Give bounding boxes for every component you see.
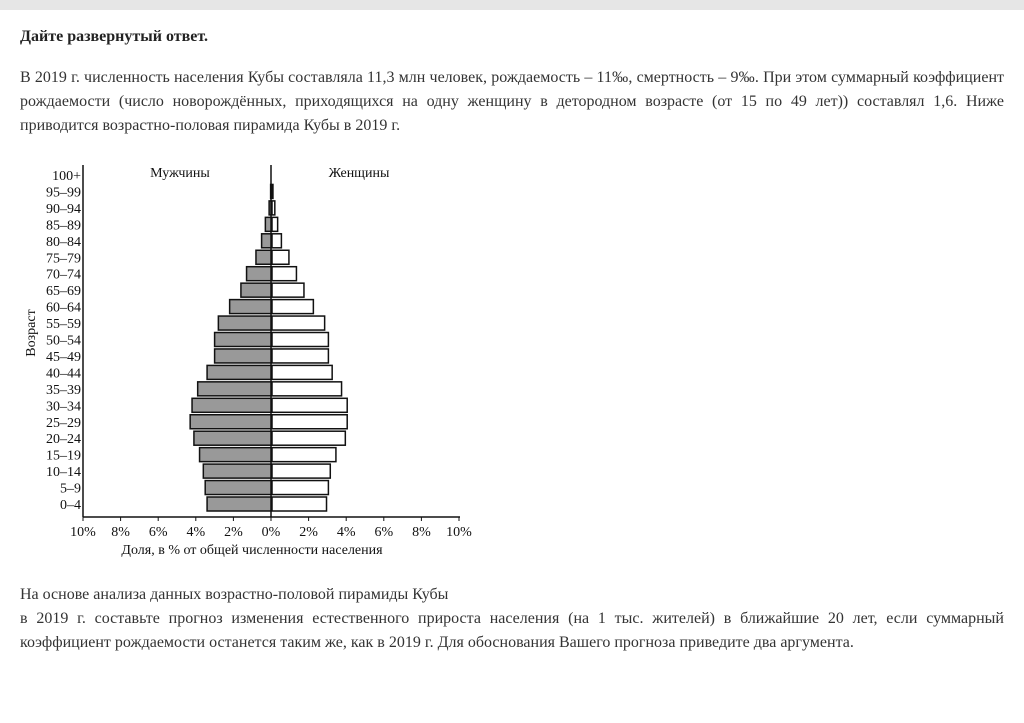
age-label: 85–89 bbox=[46, 218, 81, 234]
bar-women-70–74 bbox=[272, 267, 296, 281]
age-label: 5–9 bbox=[60, 481, 81, 497]
age-label: 0–4 bbox=[60, 498, 81, 513]
bar-women-85–89 bbox=[272, 217, 278, 231]
bar-women-80–84 bbox=[272, 234, 281, 248]
x-tick-label: 8% bbox=[412, 525, 431, 540]
bar-women-95–99 bbox=[272, 184, 273, 198]
age-label: 80–84 bbox=[46, 234, 81, 250]
intro-text: В 2019 г. численность населения Кубы составляла 11,3 млн человек, рождаемость – 11‰, смертность – 9‰. При этом суммарный коэффициент рождаемости (число новорождённых, приходящихся на одну женщину в детородном возрасте (от 15 по 49 лет)) составлял 1,6. Ниже приводится возрастно-половая пирамида Кубы в 2019 г. bbox=[20, 69, 1004, 134]
population-pyramid-chart bbox=[0, 155, 500, 565]
bar-men-35–39 bbox=[198, 382, 271, 396]
bar-men-15–19 bbox=[200, 448, 271, 462]
bar-women-55–59 bbox=[272, 316, 325, 330]
legend-men: Мужчины bbox=[150, 166, 210, 181]
age-label: 50–54 bbox=[46, 333, 81, 349]
bar-women-5–9 bbox=[272, 481, 328, 495]
bar-women-90–94 bbox=[272, 201, 275, 215]
age-label: 100+ bbox=[52, 169, 81, 184]
x-axis-label: Доля, в % от общей численности населения bbox=[121, 543, 383, 558]
bar-women-10–14 bbox=[272, 464, 330, 478]
bar-men-40–44 bbox=[207, 365, 271, 379]
age-label: 70–74 bbox=[46, 267, 81, 283]
bar-women-50–54 bbox=[272, 333, 328, 347]
x-tick-label: 8% bbox=[111, 525, 130, 540]
bar-men-80–84 bbox=[262, 234, 271, 248]
age-label: 10–14 bbox=[46, 465, 81, 481]
x-tick-label: 2% bbox=[224, 525, 243, 540]
bar-women-20–24 bbox=[272, 431, 345, 445]
bar-men-70–74 bbox=[247, 267, 271, 281]
age-label: 15–19 bbox=[46, 448, 81, 464]
bar-men-30–34 bbox=[192, 398, 271, 412]
bar-men-55–59 bbox=[218, 316, 271, 330]
bar-men-5–9 bbox=[205, 481, 271, 495]
question-text bbox=[20, 583, 1004, 655]
x-tick-label: 6% bbox=[374, 525, 394, 540]
legend-women: Женщины bbox=[328, 166, 390, 181]
top-bar bbox=[0, 0, 1024, 10]
bar-men-50–54 bbox=[215, 333, 271, 347]
age-label: 75–79 bbox=[46, 251, 81, 267]
bar-women-15–19 bbox=[272, 448, 336, 462]
bar-women-60–64 bbox=[272, 300, 313, 314]
x-tick-label: 4% bbox=[336, 525, 356, 540]
question-rest: в 2019 г. составьте прогноз изменения естественного прироста населения (на 1 тыс. жителей) в ближайшие 20 лет, если суммарный коэффициент рождаемости останется таким же, как в 2019 г. Для обоснования Вашего прогноза приведите два аргумента. bbox=[20, 610, 1004, 651]
age-label: 35–39 bbox=[46, 382, 81, 398]
y-axis-label: Возраст bbox=[24, 309, 39, 357]
bar-women-65–69 bbox=[272, 283, 304, 297]
bar-men-25–29 bbox=[190, 415, 271, 429]
bar-women-75–79 bbox=[272, 250, 289, 264]
bar-women-40–44 bbox=[272, 365, 332, 379]
bar-women-30–34 bbox=[272, 398, 347, 412]
age-label: 25–29 bbox=[46, 415, 81, 431]
bar-men-20–24 bbox=[194, 431, 271, 445]
x-tick-label: 6% bbox=[148, 525, 168, 540]
x-tick-label: 0% bbox=[261, 525, 281, 540]
bar-men-0–4 bbox=[207, 497, 271, 511]
bar-men-75–79 bbox=[256, 250, 271, 264]
bar-men-45–49 bbox=[215, 349, 271, 363]
bar-men-65–69 bbox=[241, 283, 271, 297]
bar-men-60–64 bbox=[230, 300, 271, 314]
age-label: 20–24 bbox=[46, 432, 81, 448]
x-tick-label: 10% bbox=[446, 525, 472, 540]
age-label: 90–94 bbox=[46, 201, 81, 217]
x-tick-label: 2% bbox=[299, 525, 318, 540]
age-label: 40–44 bbox=[46, 366, 81, 382]
question-line-1: На основе анализа данных возрастно-половой пирамиды Кубы bbox=[20, 586, 449, 603]
age-label: 60–64 bbox=[46, 300, 81, 316]
bar-women-45–49 bbox=[272, 349, 328, 363]
x-tick-label: 4% bbox=[186, 525, 206, 540]
bar-men-85–89 bbox=[265, 217, 271, 231]
bar-men-10–14 bbox=[203, 464, 271, 478]
age-label: 95–99 bbox=[46, 185, 81, 201]
age-label: 55–59 bbox=[46, 317, 81, 333]
age-label: 65–69 bbox=[46, 284, 81, 300]
task-title: Дайте развернутый ответ. bbox=[20, 28, 208, 45]
bar-women-35–39 bbox=[272, 382, 342, 396]
age-label: 30–34 bbox=[46, 399, 81, 415]
x-tick-label: 10% bbox=[70, 525, 96, 540]
bar-women-0–4 bbox=[272, 497, 327, 511]
bar-men-90–94 bbox=[269, 201, 271, 215]
bar-women-25–29 bbox=[272, 415, 347, 429]
age-label: 45–49 bbox=[46, 349, 81, 365]
